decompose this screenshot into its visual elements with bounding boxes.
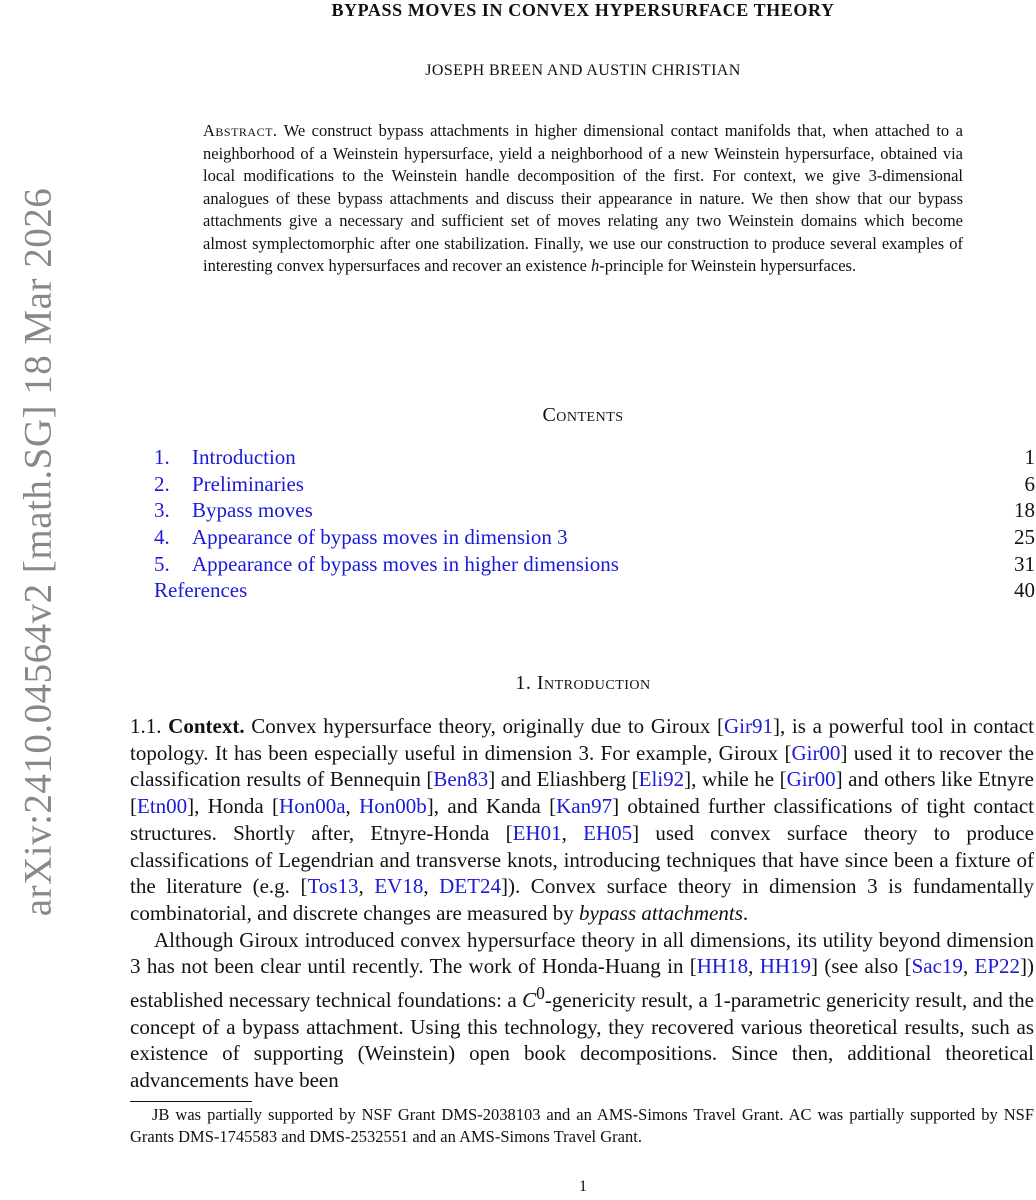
- citation-link[interactable]: EP22: [974, 954, 1021, 979]
- toc-entry-page: 25: [1014, 525, 1035, 550]
- text-run: ] and Eliashberg [: [488, 767, 639, 792]
- text-run: ], and Kanda [: [426, 794, 557, 819]
- text-run: ,: [561, 820, 584, 845]
- abstract-label: Abstract.: [203, 121, 278, 140]
- footnote-divider: [130, 1101, 252, 1102]
- abstract: [203, 120, 963, 278]
- citation-link[interactable]: Kan97: [556, 794, 613, 819]
- arxiv-sidebar: [0, 0, 74, 1200]
- citation-link[interactable]: Hon00b: [359, 794, 427, 819]
- toc-entry-link[interactable]: Introduction: [192, 445, 296, 469]
- text-run: ,: [423, 874, 440, 899]
- text-run: ]) established necessary technical foundations: a: [130, 954, 1035, 1013]
- citation-link[interactable]: Gir00: [786, 767, 836, 792]
- citation-link[interactable]: Sac19: [911, 954, 963, 979]
- subsection-number: 1.1.: [130, 714, 162, 738]
- text-run: Convex hypersurface theory, originally due to Giroux [: [244, 714, 724, 738]
- paragraph-history: [130, 927, 1034, 1094]
- citation-link[interactable]: HH18: [696, 954, 749, 979]
- page-number: 1: [579, 1178, 587, 1195]
- citation-link[interactable]: Etn00: [137, 794, 188, 819]
- text-run: -genericity result, a 1-parametric genericity result, and the concept of a bypass attachment. Using this technology, they recovered various theoretical results, such as existence of supporting (Weinstein) open book decompositions. Since then, additional theoretical advancements have been: [130, 988, 1034, 1093]
- abstract-text-end: -principle for Weinstein hypersurfaces.: [599, 256, 857, 275]
- text-run: ], Honda [: [187, 794, 280, 819]
- text-run: .: [742, 900, 749, 925]
- citation-link[interactable]: Eli92: [638, 767, 685, 792]
- text-run: ,: [962, 954, 975, 979]
- toc-entry-introduction[interactable]: [154, 444, 1035, 471]
- paper-authors: JOSEPH BREEN AND AUSTIN CHRISTIAN: [425, 62, 741, 79]
- citation-link[interactable]: Tos13: [307, 874, 359, 899]
- toc-entry-preliminaries[interactable]: [154, 471, 1035, 498]
- math-symbol: C: [522, 988, 537, 1013]
- citation-link[interactable]: EV18: [374, 874, 424, 899]
- toc-entry-number[interactable]: 5.: [154, 551, 170, 576]
- paper-title: BYPASS MOVES IN CONVEX HYPERSURFACE THEORY: [331, 0, 835, 20]
- toc-entry-page: 18: [1014, 498, 1035, 523]
- toc-entry-number[interactable]: 2.: [154, 471, 170, 496]
- footnote: JB was partially supported by NSF Grant DMS-2038103 and an AMS-Simons Travel Grant. AC was partially supported by NSF Grants DMS-1745583 and DMS-2532551 and an AMS-Simons Travel Grant.: [130, 1105, 1034, 1146]
- citation-link[interactable]: EH01: [512, 820, 562, 845]
- citation-link[interactable]: Hon00a: [279, 794, 346, 819]
- toc-entry-number[interactable]: 3.: [154, 498, 170, 523]
- citation-link[interactable]: Ben83: [433, 767, 489, 792]
- toc-entry-references[interactable]: [154, 577, 1035, 604]
- text-run: ], while he [: [684, 767, 787, 792]
- toc-entry-number[interactable]: 4.: [154, 525, 170, 550]
- toc-entry-link[interactable]: Appearance of bypass moves in higher dimensions: [192, 551, 619, 576]
- citation-link[interactable]: Gir00: [791, 740, 841, 765]
- toc-entry-page: 31: [1014, 551, 1035, 576]
- toc-entry-higher-dimensions[interactable]: [154, 551, 1035, 578]
- toc-entry-dimension-3[interactable]: [154, 524, 1035, 551]
- contents-heading: Contents: [542, 404, 624, 426]
- abstract-h-symbol: h: [591, 256, 600, 275]
- arxiv-identifier: arXiv:2410.04564v2 [math.SG] 18 Mar 2026: [16, 187, 60, 917]
- citation-link[interactable]: EH05: [583, 820, 633, 845]
- citation-link[interactable]: Gir91: [724, 714, 773, 738]
- text-run: Although Giroux introduced convex hypersurface theory in all dimensions, its utility beyond dimension 3 has not been clear until recently. The work of Honda-Huang in [: [130, 927, 1034, 979]
- text-run: ,: [345, 794, 360, 819]
- toc-entry-link[interactable]: Preliminaries: [192, 471, 304, 496]
- section-heading-introduction: 1. Introduction: [515, 672, 651, 694]
- toc-entry-page: 1: [1024, 445, 1035, 469]
- paragraph-context: [130, 713, 1034, 927]
- math-superscript: 0: [536, 983, 545, 1004]
- text-run: ]). Convex surface theory in dimension 3 is fundamentally combinatorial, and discrete changes are measured by: [130, 874, 1035, 925]
- abstract-text: We construct bypass attachments in higher dimensional contact manifolds that, when attached to a neighborhood of a Weinstein hypersurface, yield a neighborhood of a new Weinstein hypersurface, obtained via local modifications to the Weinstein handle decomposition of the first. For context, we give 3-dimensional analogues of these bypass attachments and discuss their appearance in nature. We then show that our bypass attachments give a necessary and sufficient set of moves relating any two Weinstein domains which become almost symplectomorphic after one stabilization. Finally, we use our construction to produce several examples of interesting convex hypersurfaces and recover an existence: [203, 121, 963, 275]
- toc-entry-page: 40: [1014, 578, 1035, 603]
- text-run: ], is a powerful tool in contact topology. It has been especially useful in dimension 3. For example, Giroux [: [130, 714, 1035, 765]
- text-run: ] and others like Etnyre [: [130, 767, 1035, 819]
- toc-entry-link[interactable]: Appearance of bypass moves in dimension 3: [192, 525, 568, 550]
- text-run: ] obtained further classifications of tight contact structures. Shortly after, Etnyre-Honda [: [130, 794, 1034, 845]
- text-run: ] used it to recover the classification results of Bennequin [: [130, 740, 1034, 792]
- toc-entry-page: 6: [1024, 471, 1035, 496]
- toc-entry-bypass-moves[interactable]: [154, 497, 1035, 524]
- emphasis: bypass attachments: [578, 900, 743, 925]
- subsection-title: Context.: [168, 714, 245, 738]
- text-run: ] (see also [: [811, 954, 912, 979]
- text-run: ] used convex surface theory to produce classifications of Legendrian and transverse knots, introducing techniques that have since been a fixture of the literature (e.g. [: [130, 820, 1034, 899]
- text-run: ,: [358, 874, 375, 899]
- toc-references-link[interactable]: References: [154, 578, 248, 603]
- citation-link[interactable]: DET24: [439, 874, 501, 899]
- table-of-contents: [154, 444, 1035, 604]
- text-run: ,: [748, 954, 760, 979]
- body-text: [130, 713, 1034, 1094]
- citation-link[interactable]: HH19: [759, 954, 812, 979]
- toc-entry-link[interactable]: Bypass moves: [192, 498, 313, 523]
- toc-entry-number[interactable]: 1.: [154, 445, 170, 469]
